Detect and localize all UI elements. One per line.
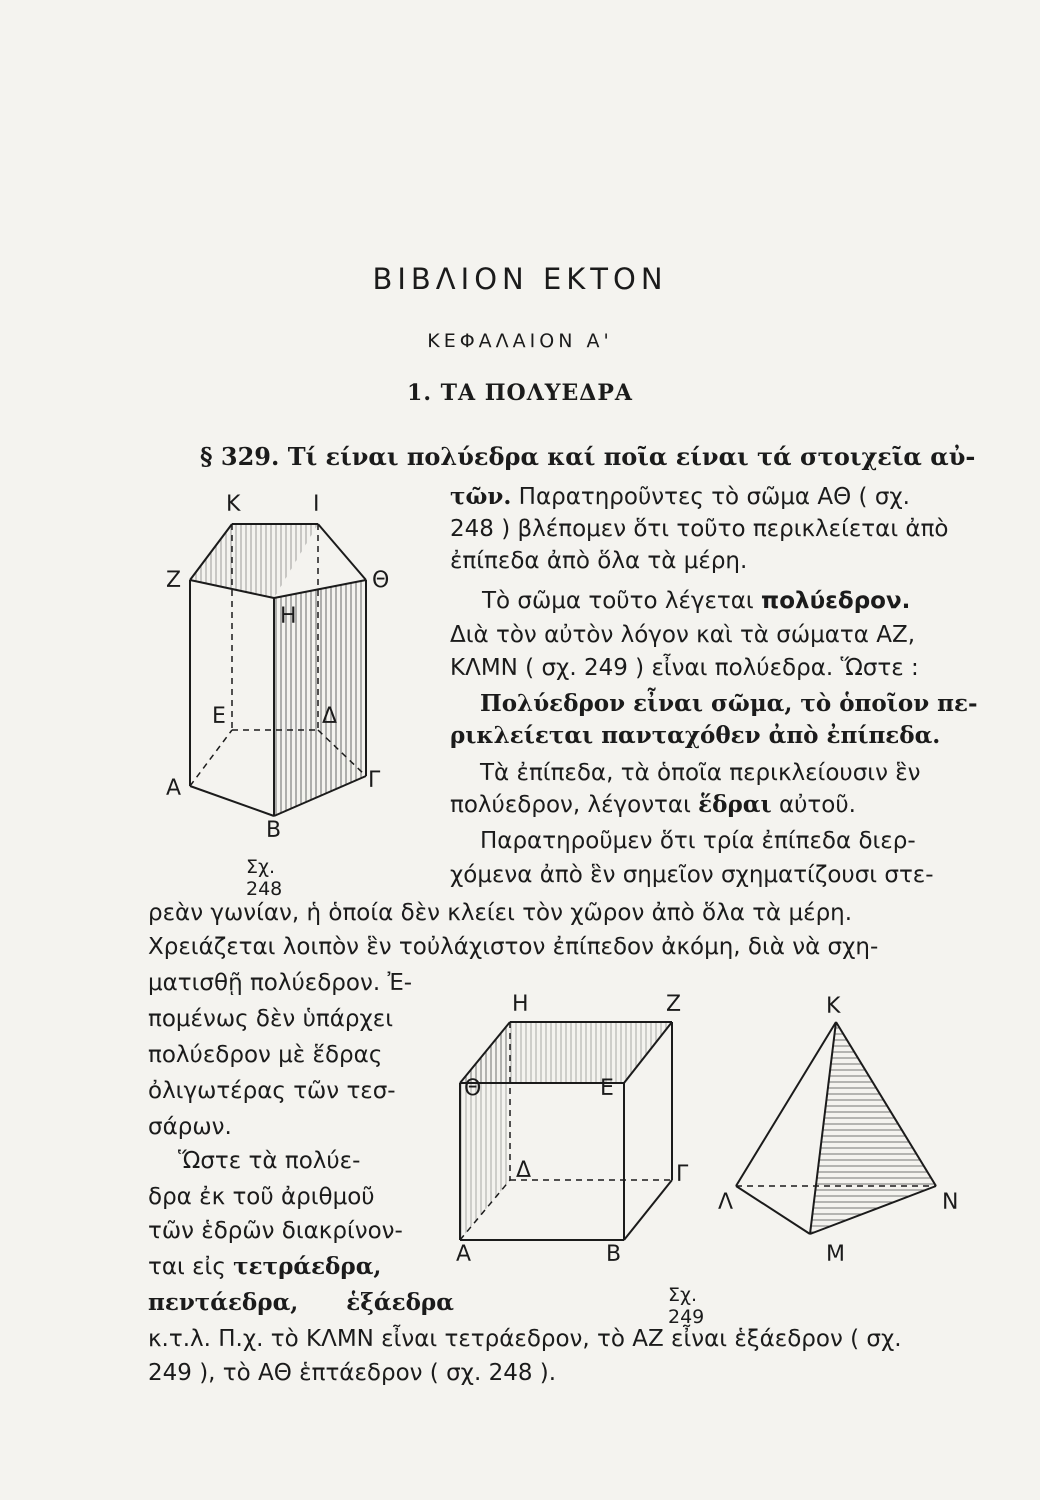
text-line-20: σάρων. (148, 1114, 232, 1140)
text-line-10: Τὰ ἐπίπεδα, τὰ ὁποῖα περικλείουσιν ἓν (480, 760, 921, 786)
text-line-23: τῶν ἑδρῶν διακρίνον- (148, 1218, 403, 1244)
label-Z-248: Ζ (166, 568, 182, 593)
figure-248-caption: Σχ. 248 (246, 856, 283, 900)
text-line-14: ρεὰν γωνίαν, ἡ ὁποία δὲν κλείει τὸν χῶρον ἀπὸ ὅλα τὰ μέρη. (148, 900, 853, 926)
text-line-12: Παρατηροῦμεν ὅτι τρία ἐπίπεδα διερ- (480, 828, 916, 854)
text-fragment: ται εἰς (148, 1254, 226, 1280)
text-line-3: 248 ) βλέπομεν ὅτι τοῦτο περικλείεται ἀπὸ (450, 516, 949, 542)
label-B-249: Β (606, 1242, 622, 1267)
label-D-249: Δ (516, 1158, 532, 1183)
text-line-27: 249 ), τὸ ΑΘ ἑπτάεδρον ( σχ. 248 ). (148, 1360, 557, 1386)
section-number: § 329. (200, 442, 280, 471)
text-fragment: Τὸ σῶμα τοῦτο λέγεται (482, 588, 754, 614)
label-Theta-248: Θ (372, 568, 390, 593)
term-pentahedra: πεντάεδρα, (148, 1289, 299, 1316)
label-K-249: Κ (826, 994, 841, 1019)
section-question-end: τῶν. (450, 483, 512, 510)
label-A-249: Α (456, 1242, 472, 1267)
term-faces: ἕδραι (698, 791, 772, 818)
text-line-22: δρα ἐκ τοῦ ἀριθμοῦ (148, 1184, 375, 1210)
section-title: 1. ΤΑ ΠΟΛΥΕΔΡΑ (407, 380, 633, 406)
text-line-7: ΚΛΜΝ ( σχ. 249 ) εἶναι πολύεδρα. Ὥστε : (450, 655, 919, 681)
label-Theta-249: Θ (464, 1076, 482, 1101)
text-line-16: ματισθῇ πολύεδρον. Ἐ- (148, 970, 413, 996)
text-fragment: Παρατηροῦντες τὸ σῶμα ΑΘ ( σχ. (518, 484, 910, 510)
text-line-19: ὀλιγωτέρας τῶν τεσ- (148, 1078, 396, 1104)
term-polyhedron: πολύεδρον. (761, 588, 911, 614)
label-K-248: Κ (226, 492, 241, 517)
label-Z-249: Ζ (666, 992, 682, 1017)
label-H-249: Η (512, 992, 529, 1017)
label-E-248: Ε (212, 704, 226, 729)
label-A-248: Α (166, 776, 182, 801)
text-line-13: χόμενα ἀπὸ ἓν σημεῖον σχηματίζουσι στε- (450, 862, 934, 888)
label-E-249: Ε (600, 1076, 614, 1101)
text-line-4: ἐπίπεδα ἀπὸ ὅλα τὰ μέρη. (450, 548, 748, 574)
text-line-15: Χρειάζεται λοιπὸν ἓν τοὐλάχιστον ἐπίπεδον ἀκόμη, διὰ νὰ σχη- (148, 934, 879, 960)
definition-line-2: ρικλείεται πανταχόθεν ἀπὸ ἐπίπεδα. (450, 722, 941, 749)
label-L-249: Λ (718, 1190, 734, 1215)
label-G-248: Γ (368, 768, 381, 793)
label-B-248: Β (266, 818, 282, 843)
text-line-26: κ.τ.λ. Π.χ. τὸ ΚΛΜΝ εἶναι τετράεδρον, τὸ ΑΖ εἶναι ἑξάεδρον ( σχ. (148, 1326, 902, 1352)
book-title: ΒΙΒΛΙΟΝ ΕΚΤΟΝ (372, 262, 668, 296)
text-line-17: πομένως δὲν ὑπάρχει (148, 1006, 393, 1032)
figure-249-caption: Σχ. 249 (668, 1284, 705, 1328)
definition-line-1: Πολύεδρον εἶναι σῶμα, τὸ ὁποῖον πε- (480, 690, 978, 717)
text-fragment: αὐτοῦ. (778, 792, 856, 818)
label-D-248: Δ (322, 704, 338, 729)
label-H-248: Η (280, 604, 297, 629)
text-line-6: Διὰ τὸν αὐτὸν λόγον καὶ τὰ σώματα ΑΖ, (450, 622, 916, 648)
label-N-249: Ν (942, 1190, 959, 1215)
label-I-248: Ι (313, 492, 320, 517)
text-fragment: πολύεδρον, λέγονται (450, 792, 691, 818)
term-hexahedra: ἑξάεδρα (346, 1289, 454, 1316)
text-line-18: πολύεδρον μὲ ἕδρας (148, 1042, 383, 1068)
text-line-21: Ὥστε τὰ πολύε- (178, 1148, 361, 1174)
label-M-249: Μ (826, 1242, 845, 1267)
term-tetrahedra: τετράεδρα, (233, 1253, 382, 1280)
chapter-heading: ΚΕΦΑΛΑΙΟΝ Α' (427, 330, 613, 352)
section-question: Τί είναι πολύεδρα καί ποῖα είναι τά στοιχεῖα αὐ- (287, 442, 976, 471)
label-G-249: Γ (676, 1162, 689, 1187)
